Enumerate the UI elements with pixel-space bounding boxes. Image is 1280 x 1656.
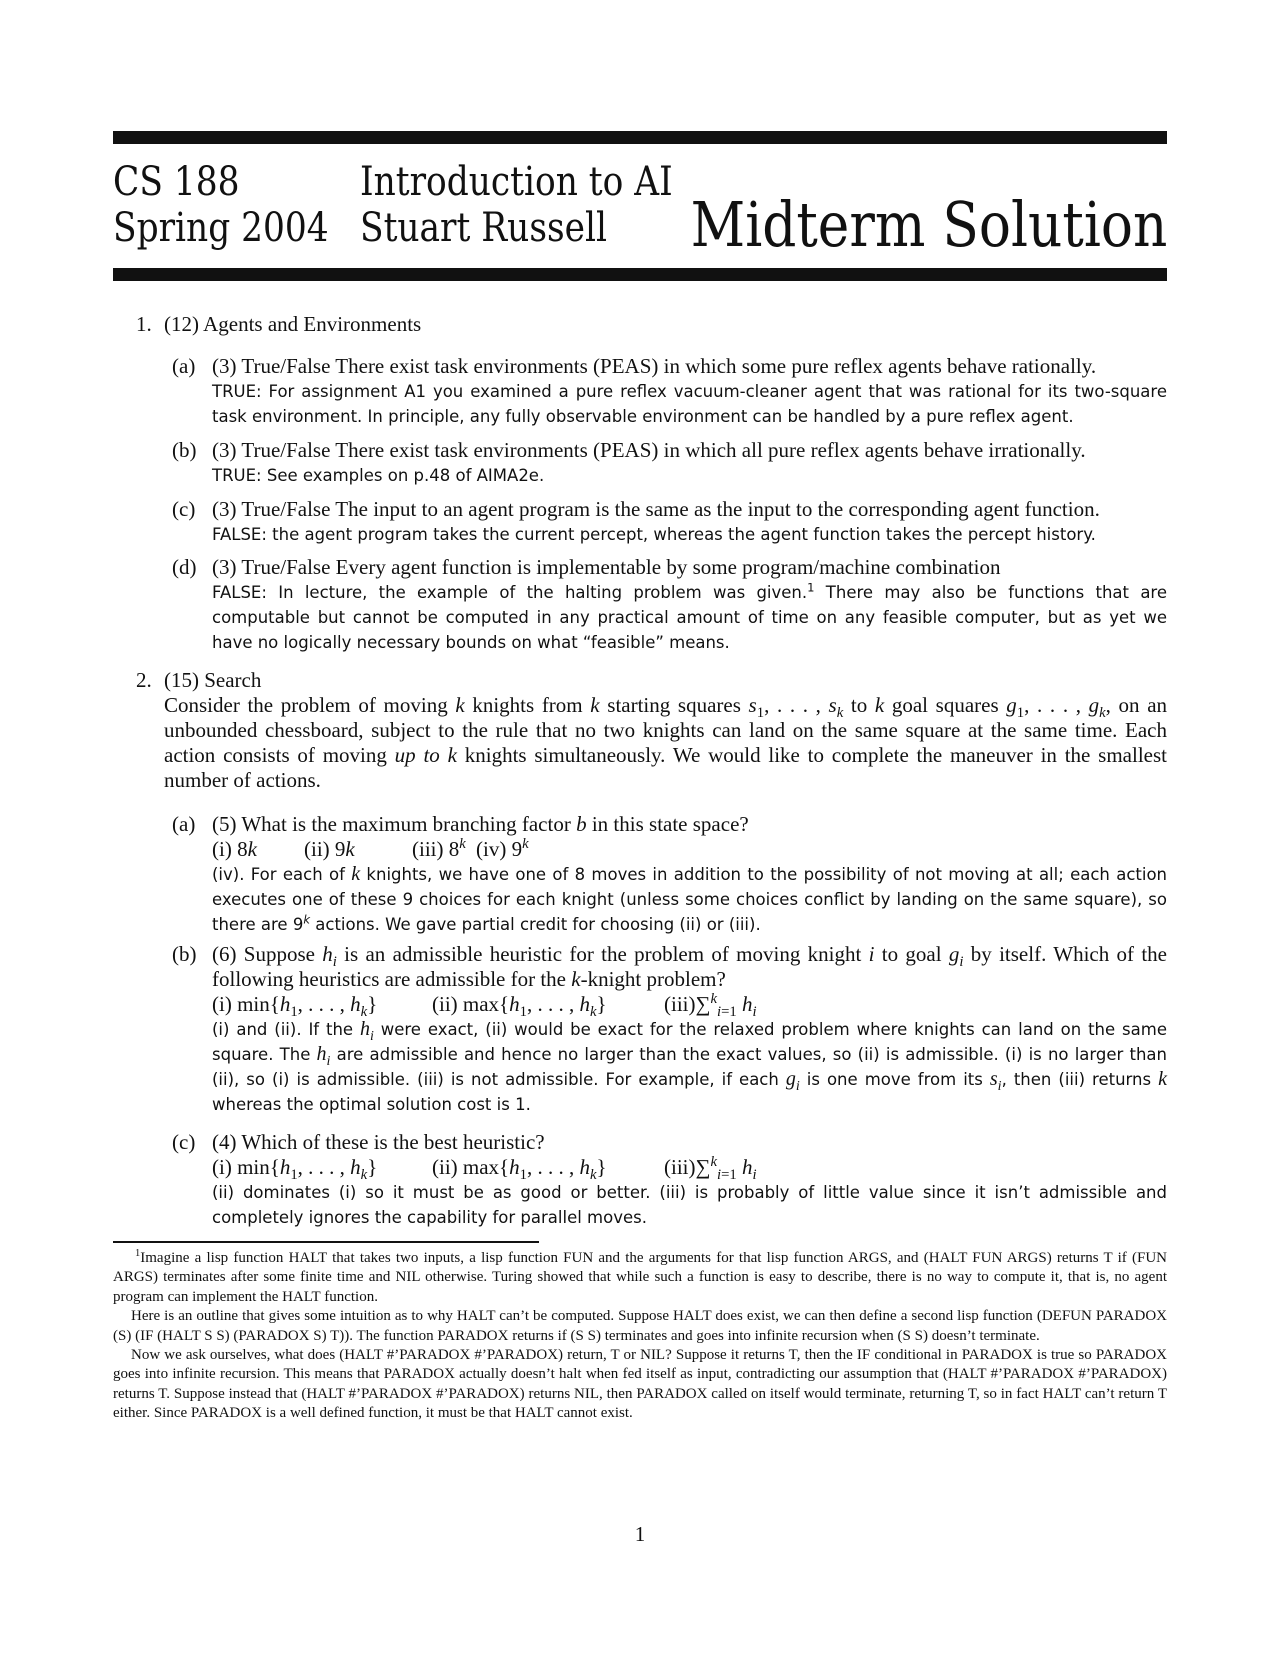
- q1d-question: (3) True/False Every agent function is implementable by some program/machine combination: [212, 555, 1001, 579]
- footnote: [113, 1249, 1167, 1424]
- q2-intro: Consider the problem of moving k knights from k starting squares $s_1$, . . . , $s_k$ to k goal squares $g_1$, . . . , $g_k$, on an unbounded chessboard, subject to the rule that no two knights can land on the same square at the same time. Each action consists of moving up to k knights simultaneously. We would like to complete the maneuver in the smallest number of actions.: [164, 693, 1168, 792]
- q2b-question: (6) Suppose $h_i$ is an admissible heuristic for the problem of moving knight i to goal $g_i$ by itself. Which of the following heuristics are admissible for the k-knight problem?: [212, 942, 1167, 991]
- q1a: [212, 354, 1167, 429]
- q2-header: [164, 668, 1167, 793]
- q1c-label: (c): [172, 497, 196, 521]
- q2c: [212, 1130, 1167, 1230]
- q1c-answer: FALSE: the agent program takes the current percept, whereas the agent function takes the percept history.: [212, 525, 1096, 544]
- q1d: [212, 555, 1167, 655]
- q1b-question: (3) True/False There exist task environments (PEAS) in which all pure reflex agents behave irrationally.: [212, 438, 1086, 462]
- q2a-choices: (i) 8k (ii) 9k (iii) 8$^k$ (iv) 9$^k$: [212, 836, 529, 861]
- footnote-rule: [113, 1241, 539, 1243]
- q2a-label: (a): [172, 812, 196, 836]
- header-top-rule: [113, 131, 1167, 144]
- q2-number: 2.: [136, 668, 152, 692]
- q2b-answer: (i) and (ii). If the $h_i$ were exact, (ii) would be exact for the relaxed problem where knights can land on the same square. The $h_i$ are admissible and hence no larger than the exact values, so (ii) is admissible. (i) is no larger than (ii), so (i) is admissible. (iii) is not admissible. For example, if each $g_i$ is one move from its $s_i$, then (iii) returns k whereas the optimal solution cost is 1.: [212, 1018, 1168, 1114]
- q1a-question: (3) True/False There exist task environments (PEAS) in which some pure reflex agents behave rationally.: [212, 354, 1097, 378]
- q2c-label: (c): [172, 1130, 196, 1154]
- q2b: [212, 942, 1167, 1117]
- page-number: 1: [634, 1522, 646, 1546]
- q1d-answer-part1: FALSE: In lecture, the example of the halting problem was given.: [212, 583, 808, 602]
- q1-number: 1.: [136, 312, 152, 336]
- footnote-ref-1[interactable]: 1: [807, 580, 815, 595]
- course-title: Introduction to AI: [360, 159, 673, 205]
- q1b-answer: TRUE: See examples on p.48 of AIMA2e.: [212, 466, 545, 485]
- q1c: [212, 497, 1167, 547]
- q1b-label: (b): [172, 438, 197, 462]
- q1a-answer: TRUE: For assignment A1 you examined a pure reflex vacuum-cleaner agent that was rational for its two-square task environment. In principle, any fully observable environment can be handled by a pure reflex agent.: [212, 382, 1167, 426]
- q1a-label: (a): [172, 354, 196, 378]
- q2-title: (15) Search: [164, 668, 262, 692]
- q1c-question: (3) True/False The input to an agent program is the same as the input to the corresponding agent function.: [212, 497, 1100, 521]
- q2c-question: (4) Which of these is the best heuristic?: [212, 1130, 545, 1154]
- instructor: Stuart Russell: [360, 205, 607, 251]
- doc-title: Midterm Solution: [690, 188, 1167, 261]
- q2c-choices: (i) $\min\{h_1$, . . . , $h_k$} (ii) $\max\{h_1$, . . . , $h_k$} (iii)∑$^k_{i=1}$ $h_i$: [212, 1154, 757, 1184]
- q2c-answer: (ii) dominates (i) so it must be as good or better. (iii) is probably of little value since it isn’t admissible and completely ignores the capability for parallel moves.: [212, 1183, 1167, 1227]
- course-code: CS 188: [113, 159, 240, 205]
- q1d-answer-part2: There may also be functions that are computable but cannot be computed in any practical amount of time on any feasible computer, but as yet we have no logically necessary bounds on what “feasible” means.: [212, 583, 1167, 652]
- q2a: [212, 812, 1167, 937]
- q1d-answer: [212, 580, 1167, 655]
- footnote-para-3: Now we ask ourselves, what does (HALT #’PARADOX #’PARADOX) return, T or NIL? Suppose it returns T, then the IF conditional in PARADOX is true so PARADOX goes into infinite recursion. This means that PARADOX actually doesn’t halt when fed itself as input, contradicting our assumption that (HALT #’PARADOX #’PARADOX) returns T. Suppose instead that (HALT #’PARADOX #’PARADOX) returns NIL, then PARADOX called on itself would terminate, returning T, so in fact HALT can’t return T either. Since PARADOX is a well defined function, it must be that HALT cannot exist.: [113, 1347, 1167, 1422]
- q2a-answer: (iv). For each of k knights, we have one of 8 moves in addition to the possibility of not moving at all; each action executes one of these 9 choices for each knight (unless some choices conflict by landing on the same square), so there are 9$^k$ actions. We gave partial credit for choosing (ii) or (iii).: [212, 863, 1167, 934]
- term: Spring 2004: [113, 205, 329, 251]
- q2b-label: (b): [172, 942, 197, 966]
- q1d-label: (d): [172, 555, 197, 579]
- q2b-choices: (i) $\min\{h_1$, . . . , $h_k$} (ii) $\max\{h_1$, . . . , $h_k$} (iii)∑$^k_{i=1}$ $h_i$: [212, 991, 757, 1021]
- q1b: [212, 438, 1167, 488]
- footnote-para-2: Here is an outline that gives some intuition as to why HALT can’t be computed. Suppose HALT does exist, we can then define a second lisp function (DEFUN PARADOX (S) (IF (HALT S S) (PARADOX S) T)). The function PARADOX returns if (S S) terminates and goes into infinite recursion when (S S) doesn’t terminate.: [113, 1308, 1167, 1344]
- header-bottom-rule: [113, 268, 1167, 281]
- footnote-para-1: $^1$Imagine a lisp function HALT that takes two inputs, a lisp function FUN and the arguments for that lisp function ARGS, and (HALT FUN ARGS) returns T if (FUN ARGS) terminates after some finite time and NIL otherwise. Turing showed that while such a function is easy to describe, there is no way to compute it, that is, no agent program can implement the HALT function.: [113, 1248, 1167, 1305]
- q1-title: (12) Agents and Environments: [164, 312, 422, 336]
- footnote-mark: 1: [135, 1248, 141, 1259]
- q2a-question: (5) What is the maximum branching factor b in this state space?: [212, 812, 749, 836]
